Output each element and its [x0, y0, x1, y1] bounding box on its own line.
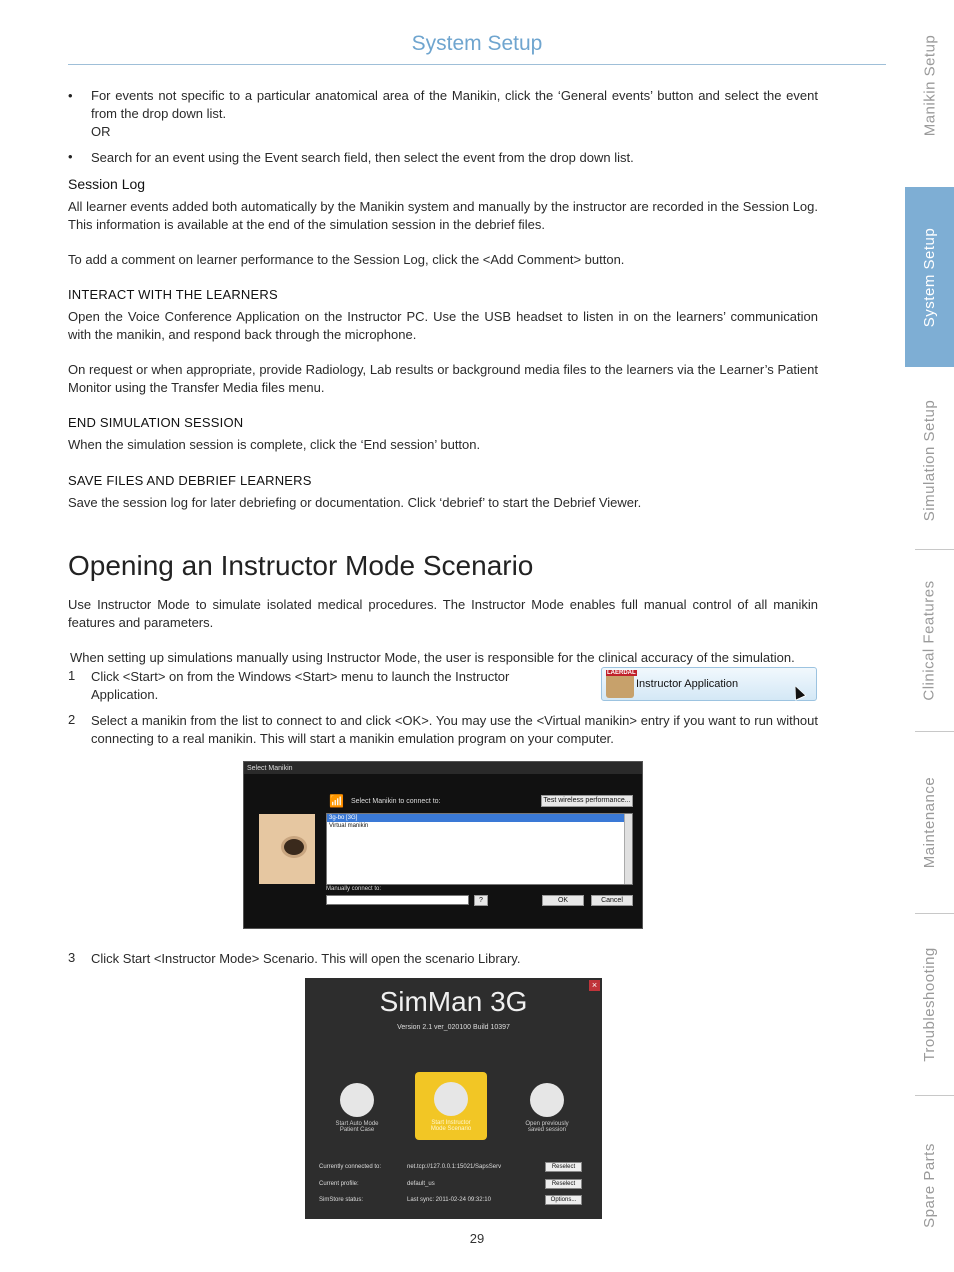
- sidebar-tab-system-setup[interactable]: System Setup: [905, 187, 954, 367]
- info-value: Last sync: 2011-02-24 09:32:10: [407, 1197, 491, 1203]
- info-label: Currently connected to:: [319, 1164, 382, 1170]
- step-number: 2: [68, 712, 76, 727]
- auto-mode-icon: [340, 1083, 374, 1117]
- antenna-icon: 📶: [329, 794, 344, 808]
- session-log-heading: Session Log: [68, 176, 146, 192]
- bullet-text: Search for an event using the Event search field, then select the event from the drop down list.: [91, 150, 634, 165]
- reselect-connection-button[interactable]: Reselect: [545, 1162, 582, 1172]
- interact-para: On request or when appropriate, provide Radiology, Lab results or background media files to the learners via the Learner’s Patient Monitor using the Transfer Media files menu.: [68, 362, 818, 395]
- page-header-title: System Setup: [411, 32, 543, 55]
- instructor-para: Use Instructor Mode to simulate isolated medical procedures. The Instructor Mode enables full manual control of all manikin features and parameters.: [68, 597, 818, 630]
- manikin-photo: [259, 814, 315, 884]
- step-text: Select a manikin from the list to connect to and click <OK>. You may use the <Virtual manikin> entry if you want to run without connecting to a real manikin. This will start a manikin emulation program on your computer.: [91, 713, 818, 746]
- save-files-heading: SAVE FILES AND DEBRIEF LEARNERS: [68, 473, 312, 488]
- end-session-heading: END SIMULATION SESSION: [68, 415, 244, 430]
- dialog-titlebar: [244, 762, 642, 774]
- instructor-mode-option[interactable]: Start Instructor Mode Scenario: [415, 1072, 487, 1140]
- section-title: Opening an Instructor Mode Scenario: [68, 550, 534, 581]
- info-label: Current profile:: [319, 1181, 359, 1187]
- manikin-list[interactable]: [326, 813, 633, 885]
- sidebar-tab-maintenance[interactable]: Maintenance: [921, 776, 938, 868]
- step-number: 3: [68, 950, 76, 965]
- select-manikin-dialog-screenshot: [243, 761, 643, 929]
- session-log-para: All learner events added both automatically by the Manikin system and manually by the instructor are recorded in the Session Log. This information is available at the end of the simulation session in the debrief files.: [68, 199, 818, 232]
- sidebar-tab-troubleshooting[interactable]: Troubleshooting: [921, 946, 939, 1062]
- simman-launcher-screenshot: [305, 978, 602, 1219]
- folder-icon: [530, 1083, 564, 1117]
- manikin-eye-image: [281, 836, 307, 858]
- instructor-mode-icon: [434, 1082, 468, 1116]
- end-session-para: When the simulation session is complete, click the ‘End session’ button.: [68, 437, 481, 452]
- header-divider: [68, 64, 886, 65]
- info-label: SimStore status:: [319, 1197, 364, 1203]
- close-icon[interactable]: ×: [589, 980, 600, 991]
- version-text: Version 2.1 ver_020100 Build 10397: [397, 1024, 510, 1031]
- bullet-marker: •: [68, 149, 73, 164]
- manual-connect-label: Manually connect to:: [326, 886, 382, 892]
- auto-mode-option[interactable]: Start Auto Mode Patient Case: [331, 1083, 383, 1133]
- test-wireless-button[interactable]: Test wireless performance...: [541, 795, 633, 807]
- start-menu-entry-screenshot: [601, 667, 817, 701]
- sidebar-tab-clinical-features[interactable]: Clinical Features: [921, 579, 938, 701]
- interact-heading: INTERACT WITH THE LEARNERS: [68, 287, 278, 302]
- manual-connect-input[interactable]: [326, 895, 469, 905]
- bullet-text: For events not specific to a particular anatomical area of the Manikin, click the ‘General events’ button and select the event from the drop down list.: [91, 88, 818, 121]
- ok-button[interactable]: OK: [542, 895, 584, 906]
- help-button[interactable]: ?: [474, 895, 488, 906]
- page-number: 29: [469, 1231, 485, 1246]
- reselect-profile-button[interactable]: Reselect: [545, 1179, 582, 1189]
- list-scrollbar[interactable]: [624, 814, 632, 884]
- list-item[interactable]: Virtual manikin: [329, 823, 369, 829]
- simstore-options-button[interactable]: Options...: [545, 1195, 582, 1205]
- sidebar-divider: [915, 549, 954, 550]
- info-value: default_us: [407, 1181, 435, 1187]
- start-menu-label: Instructor Application: [636, 678, 739, 690]
- section-sidebar: [905, 0, 954, 1272]
- dialog-title: Select Manikin: [247, 765, 293, 772]
- bullet-or: OR: [91, 124, 111, 139]
- info-value: net.tcp://127.0.0.1:15021/SapsServ: [407, 1164, 502, 1170]
- sidebar-tab-spare-parts[interactable]: Spare Parts: [921, 1142, 938, 1228]
- sidebar-tab-simulation-setup[interactable]: Simulation Setup: [921, 399, 938, 521]
- sidebar-divider: [915, 913, 954, 914]
- dialog-prompt: Select Manikin to connect to:: [351, 798, 441, 805]
- simman-logo: SimMan 3G: [379, 986, 528, 1017]
- list-item[interactable]: 3g-bo [3G]: [327, 814, 632, 822]
- instructor-para: When setting up simulations manually using Instructor Mode, the user is responsible for the clinical accuracy of the simulation.: [70, 650, 795, 665]
- bullet-marker: •: [68, 88, 73, 103]
- open-session-option[interactable]: Open previously saved session: [519, 1083, 575, 1133]
- step-number: 1: [68, 668, 76, 683]
- cancel-button[interactable]: Cancel: [591, 895, 633, 906]
- sidebar-divider: [915, 731, 954, 732]
- laerdal-app-icon: LAERDAL: [606, 670, 634, 698]
- sidebar-tab-manikin-setup[interactable]: Manikin Setup: [921, 34, 938, 136]
- step-text: Click Start <Instructor Mode> Scenario. This will open the scenario Library.: [91, 951, 521, 966]
- sidebar-divider: [915, 1095, 954, 1096]
- session-log-para: To add a comment on learner performance to the Session Log, click the <Add Comment> button.: [68, 252, 625, 267]
- mouse-cursor-icon: [790, 683, 807, 701]
- step-text: Click <Start> on from the Windows <Start> menu to launch the Instructor Application.: [91, 669, 510, 702]
- save-files-para: Save the session log for later debriefing or documentation. Click ‘debrief’ to start the Debrief Viewer.: [68, 495, 642, 510]
- interact-para: Open the Voice Conference Application on the Instructor PC. Use the USB headset to listen in on the learners’ communication with the manikin, and respond back through the microphone.: [68, 309, 818, 342]
